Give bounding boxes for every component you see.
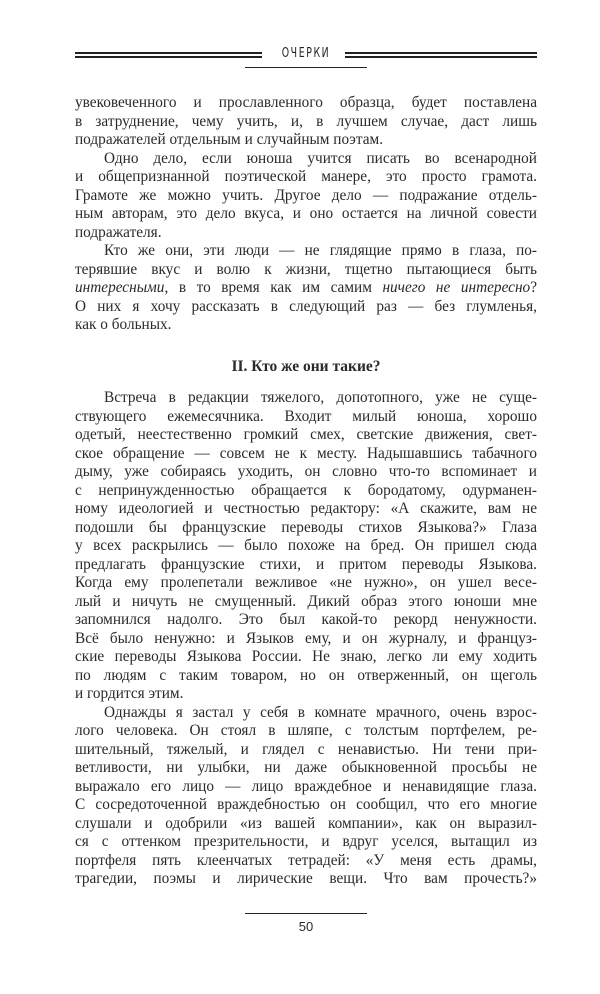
- text-run: ным авторам, это дело вкуса, и оно остается на личной совести: [75, 205, 537, 222]
- text-block-1: [75, 94, 537, 335]
- text-run: портфеля пять клеенчатых тетрадей: «У меня есть драмы,: [75, 851, 537, 869]
- text-run: и гордится этим.: [75, 685, 184, 702]
- text-line: [75, 630, 537, 649]
- text-line: [75, 870, 537, 889]
- text-run: запомнился надолго. Это был какой-то рекорд ненужности.: [75, 611, 537, 628]
- text-run: у всех раскрылись — было похоже на бред. Он пришел сюда: [75, 537, 537, 554]
- text-run: дыму, уже собираясь уходить, он словно что-то вспоминает и: [75, 463, 537, 480]
- text-run: подражателя.: [75, 223, 162, 241]
- header-rule-right: [345, 52, 537, 58]
- text-run: увековеченного и прославленного образца, будет поставлена: [75, 94, 537, 111]
- text-line: [75, 168, 537, 187]
- italic-text: ничего не интересно: [382, 279, 531, 296]
- running-header: [75, 46, 537, 70]
- text-run: Встреча в редакции тяжелого, допотопного, уже не суще-: [104, 389, 537, 406]
- text-block-2: [75, 389, 537, 889]
- text-run: , в то время как им самим: [164, 279, 383, 296]
- text-line: [75, 316, 537, 335]
- text-line: [75, 150, 537, 169]
- text-line: [75, 722, 537, 741]
- text-line: [75, 537, 537, 556]
- text-line: [75, 685, 537, 704]
- text-line: [75, 778, 537, 797]
- text-line: [75, 593, 537, 612]
- text-run: слушали и одобрили «из вашей компании», как он выразил-: [75, 814, 537, 832]
- text-line: [75, 389, 537, 408]
- text-line: [75, 279, 537, 298]
- text-run: шительный, тяжелый, и глядел с ненавистью. Ни тени при-: [75, 740, 537, 758]
- text-run: трагедии, поэмы и лирические вещи. Что вам прочесть?»: [75, 870, 537, 887]
- text-line: [75, 94, 537, 113]
- text-line: [75, 205, 537, 224]
- text-line: [75, 796, 537, 815]
- text-line: [75, 242, 537, 261]
- text-run: Однажды я застал у себя в комнате мрачного, очень взрос-: [104, 703, 537, 721]
- text-run: как о больных.: [75, 316, 172, 333]
- text-run: О них я хочу рассказать в следующий раз — без глумленья,: [75, 297, 537, 315]
- text-run: с непринужденностью обращается к бородатому, одурманен-: [75, 481, 537, 499]
- text-run: подражателей отдельным и случайным поэтам.: [75, 131, 384, 148]
- page-number: 50: [245, 913, 367, 934]
- text-run: и общепризнанной поэтической манере, это просто грамота.: [75, 168, 537, 185]
- text-line: [75, 426, 537, 445]
- running-head: ОЧЕРКИ: [281, 46, 331, 61]
- text-run: ствующего ежемесячника. Входит милый юноша, хорошо: [75, 407, 537, 425]
- text-line: [75, 131, 537, 150]
- text-run: лый и ничуть не смущенный. Дикий образ этого юноши мне: [75, 592, 537, 610]
- text-run: терявшие вкус и волю к жизни, тщетно пытающиеся быть: [75, 260, 537, 278]
- text-line: [75, 759, 537, 778]
- text-run: ветливости, ни улыбки, ни даже обыкновенной просьбы не: [75, 759, 537, 776]
- text-run: подошли бы французские переводы стихов Языкова?» Глаза: [75, 518, 537, 536]
- text-line: [75, 298, 537, 317]
- text-run: одетый, неестественно громкий смех, светские движения, свет-: [75, 426, 537, 443]
- text-line: [75, 482, 537, 501]
- text-run: ские переводы Языкова России. Не знаю, легко ли ему ходить: [75, 648, 537, 665]
- text-line: [75, 574, 537, 593]
- text-line: [75, 500, 537, 519]
- text-line: [75, 741, 537, 760]
- text-line: [75, 833, 537, 852]
- text-line: [75, 113, 537, 132]
- text-line: [75, 704, 537, 723]
- text-line: [75, 611, 537, 630]
- text-run: С сосредоточенной враждебностью он сообщил, что его многие: [75, 796, 537, 813]
- text-line: [75, 815, 537, 834]
- text-line: [75, 519, 537, 538]
- text-run: в затруднение, чему учить, и, в лучшем случае, даст лишь: [75, 112, 537, 130]
- text-line: [75, 408, 537, 427]
- text-run: Когда ему пролепетали вежливое «не нужно», он ушел весе-: [75, 574, 537, 591]
- text-run: ся с оттенком презрительности, и вдруг уселся, вытащил из: [75, 833, 537, 850]
- text-line: [75, 224, 537, 243]
- header-underline: [245, 67, 367, 68]
- italic-text: интересными: [75, 279, 165, 296]
- text-run: Грамоте же можно учить. Другое дело — подражание отдель-: [75, 186, 537, 204]
- text-run: ское обращение — совсем не к месту. Надышавшись табачного: [75, 444, 537, 462]
- text-run: Кто же они, эти люди — не глядящие прямо в глаза, по-: [104, 242, 537, 259]
- text-line: [75, 445, 537, 464]
- text-line: [75, 187, 537, 206]
- text-run: ?: [530, 279, 537, 296]
- text-run: ному идеологией и честностью редактору: «А скажите, вам не: [75, 500, 537, 517]
- text-run: выражало его лицо — лицо враждебное и ненавидящие глаза.: [75, 777, 537, 795]
- section-heading: II. Кто же они такие?: [231, 358, 381, 375]
- text-run: по людям с таким товаром, но он отверженный, он щеголь: [75, 666, 537, 684]
- text-run: Одно дело, если юноша учится писать во всенародной: [104, 149, 537, 167]
- text-line: [75, 667, 537, 686]
- text-line: [75, 463, 537, 482]
- text-run: Всё было ненужно: и Языков ему, и он журналу, и француз-: [75, 629, 537, 647]
- text-run: предлагать французские стихи, и притом переводы Языкова.: [75, 555, 537, 573]
- text-line: [75, 556, 537, 575]
- text-run: лого человека. Он стоял в шляпе, с толстым портфелем, ре-: [75, 722, 537, 739]
- text-line: [75, 261, 537, 280]
- text-line: [75, 852, 537, 871]
- text-line: [75, 648, 537, 667]
